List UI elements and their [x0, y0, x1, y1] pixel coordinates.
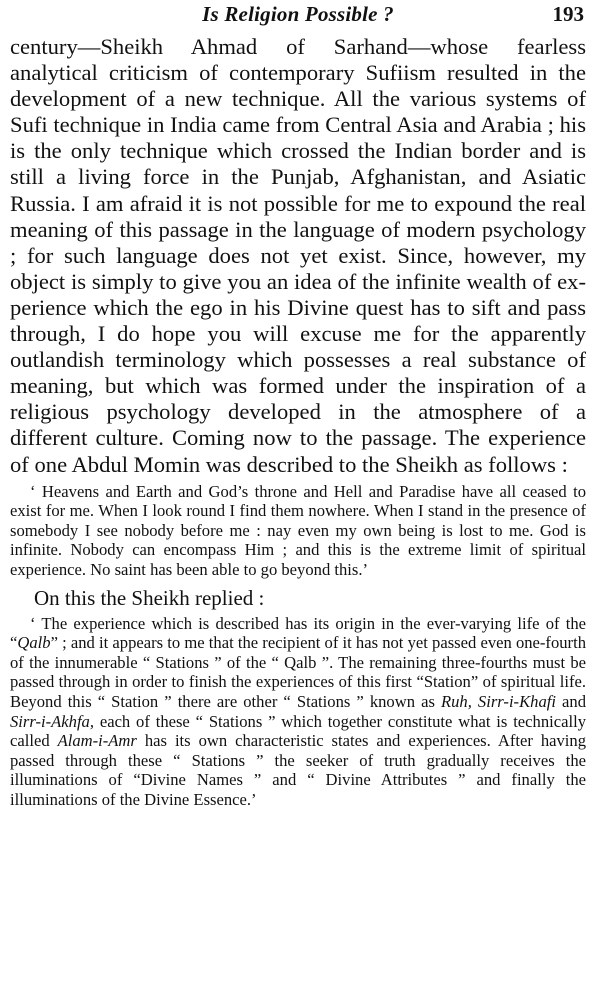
quote-text: ” ; and it appears to me that the recipient of it has not yet passed even one-fourth of the innumerable “ Stations ” of the “ Qalb ”. The remaining three-fourths must be passed through in order to finish the experiences of this first “Station” of spiritual life. Beyond this “ Station ” there are other “ Stations ” known as [10, 633, 586, 711]
term-sirr-i-akhfa: Sirr-i-Akhfa, [10, 711, 95, 731]
quote-text: has its own characteristic states and experiences. After having passed through these “ Stations ” the seeker of truth gradually receives the illuminations of “Divine Names ” and “ Divine Attributes ” and finally the illuminations of the Divine Essence.’ [10, 731, 586, 809]
reply-intro: On this the Sheikh replied : [34, 585, 265, 610]
block-quote-experience: ‘ Heavens and Earth and God’s throne and Hell and Paradise have all ceased to exist for me. When I look round I find them nowhere. When I stand in the presence of somebody I see nobody before me : nay even my own being is lost to me. God is infinite. Nobody can encompass Him ; and this is the extreme limit of spiritual experience. No saint has been able to go beyond this.’ [10, 481, 586, 579]
term-ruh-sirr-i-khafi: Ruh, Sirr-i-Khafi [440, 691, 556, 711]
running-title: Is Religion Possible ? [202, 2, 394, 26]
term-alam-i-amr: Alam-i-Amr [57, 731, 137, 751]
body-paragraph: century—Sheikh Ahmad of Sarhand—whose fearless analytical criticism of contemporary Sufiism resulted in the development of a new technique. All the various systems of Sufi technique in India came from Central Asia and Arabia ; his is the only technique which crossed the Indian border and is still a living force in the Punjab, Afghanistan, and Asiatic Russia. I am afraid it is not possible for me to expound the real meaning of this passage in the language of modern psychology ; for such language does not yet exist. Since, however, my object is simply to give you an idea of the infinite wealth of experience which the ego in his Divine quest has to sift and pass through, I do hope you will excuse me for the apparently outlandish terminology which possesses a real substance of meaning, but which was formed under the inspiration of a religious psychology developed in the atmosphere of a different culture. Coming now to the passage. The experience of one Abdul Momin was described to the Sheikh as follows : [10, 34, 586, 477]
block-quote-reply [10, 614, 586, 810]
quote-text: each of these “ Stations ” which together constitute what is technically called [10, 711, 586, 751]
quote-text: ‘ The experience which is described has its origin in the ever-varying life of the “ [10, 613, 586, 653]
page-number: 193 [552, 2, 584, 26]
term-qalb: Qalb [17, 633, 51, 653]
quote-text: and [555, 691, 586, 711]
running-header [10, 0, 586, 30]
